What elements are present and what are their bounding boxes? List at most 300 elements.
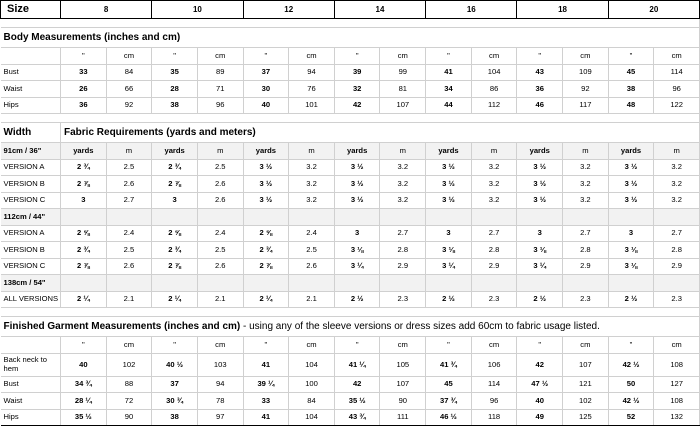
unit-header: ": [61, 48, 107, 65]
unit-header: m: [106, 143, 152, 160]
value-cell: 45: [426, 376, 472, 393]
value-cell: 2.6: [289, 258, 335, 275]
size-16: 16: [426, 1, 517, 19]
value-cell: 40 ½: [152, 353, 198, 376]
value-cell: 2 ½: [334, 291, 380, 308]
value-cell: 3.2: [380, 159, 426, 176]
value-cell: 2 ½: [608, 291, 654, 308]
value-cell: 92: [563, 81, 609, 98]
empty-cell: [243, 275, 289, 292]
empty-cell: [289, 209, 335, 226]
value-cell: 42: [334, 376, 380, 393]
empty-cell: [289, 275, 335, 292]
empty-cell: [654, 275, 700, 292]
value-cell: 41 ¾: [426, 353, 472, 376]
value-cell: 2.3: [563, 291, 609, 308]
value-cell: 2 ¼: [243, 291, 289, 308]
value-cell: 2 ¾: [243, 242, 289, 259]
row-label: Waist: [1, 393, 61, 410]
value-cell: 42 ½: [608, 353, 654, 376]
value-cell: 104: [289, 409, 335, 426]
value-cell: 2.7: [654, 225, 700, 242]
value-cell: 35 ½: [334, 393, 380, 410]
value-cell: 2.9: [654, 258, 700, 275]
value-cell: 66: [106, 81, 152, 98]
value-cell: 3 ½: [517, 159, 563, 176]
body-units-row: [1, 48, 700, 65]
value-cell: 2.9: [380, 258, 426, 275]
value-cell: 76: [289, 81, 335, 98]
spacer-row: [1, 308, 700, 317]
empty-cell: [471, 275, 517, 292]
empty-cell: [106, 209, 152, 226]
spacer-row: [1, 114, 700, 123]
value-cell: 102: [563, 393, 609, 410]
value-cell: 39 ¼: [243, 376, 289, 393]
unit-header: cm: [471, 337, 517, 354]
value-cell: 3 ½: [608, 192, 654, 209]
fabric-width-label: 112cm / 44": [1, 209, 61, 226]
unit-header: yards: [61, 143, 107, 160]
value-cell: 41: [243, 409, 289, 426]
unit-header: cm: [380, 337, 426, 354]
value-cell: 3: [61, 192, 107, 209]
value-cell: 111: [380, 409, 426, 426]
value-cell: 78: [197, 393, 243, 410]
size-header-row: [1, 1, 700, 19]
fabric-units-row: [1, 143, 700, 160]
value-cell: 121: [563, 376, 609, 393]
value-cell: 114: [471, 376, 517, 393]
value-cell: 2.4: [106, 225, 152, 242]
table-row: [1, 97, 700, 114]
table-row: [1, 64, 700, 81]
value-cell: 125: [563, 409, 609, 426]
value-cell: 40: [61, 353, 107, 376]
unit-header: ": [243, 337, 289, 354]
unit-header: cm: [654, 48, 700, 65]
value-cell: 45: [608, 64, 654, 81]
value-cell: 3.2: [654, 192, 700, 209]
value-cell: 3 ⅛: [608, 242, 654, 259]
value-cell: 2.5: [197, 159, 243, 176]
empty-cell: [152, 275, 198, 292]
row-label: Waist: [1, 81, 61, 98]
value-cell: 2.6: [197, 258, 243, 275]
value-cell: 41 ¼: [334, 353, 380, 376]
unit-header: ": [517, 337, 563, 354]
value-cell: 96: [654, 81, 700, 98]
size-20: 20: [608, 1, 699, 19]
value-cell: 118: [471, 409, 517, 426]
row-label: VERSION C: [1, 192, 61, 209]
table-row: [1, 192, 700, 209]
section-title: Fabric Requirements (yards and meters): [61, 123, 700, 143]
value-cell: 112: [471, 97, 517, 114]
table-row: [1, 81, 700, 98]
section-title: [1, 317, 700, 337]
value-cell: 2 ⅞: [243, 258, 289, 275]
empty-cell: [608, 275, 654, 292]
value-cell: 90: [380, 393, 426, 410]
value-cell: 48: [608, 97, 654, 114]
value-cell: 2 ⅝: [243, 225, 289, 242]
value-cell: 3 ½: [334, 176, 380, 193]
row-label: Hips: [1, 409, 61, 426]
value-cell: 107: [380, 376, 426, 393]
value-cell: 43: [517, 64, 563, 81]
value-cell: 2.6: [197, 192, 243, 209]
unit-header: yards: [334, 143, 380, 160]
section-title: Body Measurements (inches and cm): [1, 28, 700, 48]
value-cell: 3: [608, 225, 654, 242]
value-cell: 104: [471, 64, 517, 81]
fabric-width-label: 138cm / 54": [1, 275, 61, 292]
value-cell: 3 ½: [517, 176, 563, 193]
value-cell: 88: [106, 376, 152, 393]
unit-header: cm: [197, 48, 243, 65]
unit-header: m: [380, 143, 426, 160]
value-cell: 40: [517, 393, 563, 410]
fabric-requirements-heading: [1, 123, 700, 143]
value-cell: 3: [152, 192, 198, 209]
value-cell: 3 ⅛: [334, 242, 380, 259]
empty-cell: [106, 275, 152, 292]
size-label: Size: [1, 1, 61, 19]
value-cell: 2.6: [197, 176, 243, 193]
value-cell: 3 ½: [243, 176, 289, 193]
size-10: 10: [152, 1, 243, 19]
value-cell: 105: [380, 353, 426, 376]
finished-note: - using any of the sleeve versions or dress sizes add 60cm to fabric usage listed.: [240, 320, 600, 332]
value-cell: 32: [334, 81, 380, 98]
unit-header: yards: [152, 143, 198, 160]
value-cell: 86: [471, 81, 517, 98]
value-cell: 3 ⅛: [426, 242, 472, 259]
value-cell: 117: [563, 97, 609, 114]
value-cell: 103: [197, 353, 243, 376]
value-cell: 2.4: [197, 225, 243, 242]
value-cell: 44: [426, 97, 472, 114]
empty-cell: [563, 209, 609, 226]
unit-header: cm: [106, 337, 152, 354]
empty-cell: [517, 275, 563, 292]
value-cell: 3.2: [654, 176, 700, 193]
value-cell: 97: [197, 409, 243, 426]
empty-cell: [380, 275, 426, 292]
unit-header: m: [197, 143, 243, 160]
value-cell: 2.1: [106, 291, 152, 308]
value-cell: 2 ¼: [61, 291, 107, 308]
value-cell: 52: [608, 409, 654, 426]
value-cell: 3 ½: [243, 192, 289, 209]
value-cell: 49: [517, 409, 563, 426]
empty-cell: [334, 275, 380, 292]
value-cell: 3.2: [289, 192, 335, 209]
row-label: VERSION B: [1, 242, 61, 259]
value-cell: 2.3: [471, 291, 517, 308]
value-cell: 102: [106, 353, 152, 376]
value-cell: 3.2: [380, 176, 426, 193]
value-cell: 3 ½: [426, 159, 472, 176]
empty-cell: [243, 209, 289, 226]
unit-header: ": [608, 337, 654, 354]
value-cell: 81: [380, 81, 426, 98]
table-row: [1, 376, 700, 393]
value-cell: 2 ¾: [152, 159, 198, 176]
row-label: VERSION A: [1, 225, 61, 242]
finished-garment-heading: [1, 317, 700, 337]
unit-header: cm: [289, 48, 335, 65]
value-cell: 35: [152, 64, 198, 81]
value-cell: 2.1: [197, 291, 243, 308]
value-cell: 40: [243, 97, 289, 114]
value-cell: 96: [471, 393, 517, 410]
value-cell: 38: [152, 409, 198, 426]
value-cell: 3.2: [289, 176, 335, 193]
value-cell: 38: [608, 81, 654, 98]
value-cell: 2.8: [654, 242, 700, 259]
value-cell: 106: [471, 353, 517, 376]
value-cell: 36: [517, 81, 563, 98]
value-cell: 2.4: [289, 225, 335, 242]
value-cell: 3.2: [563, 176, 609, 193]
value-cell: 28: [152, 81, 198, 98]
value-cell: 2 ¾: [152, 242, 198, 259]
value-cell: 3 ½: [426, 192, 472, 209]
unit-header: cm: [654, 337, 700, 354]
value-cell: 2 ⅞: [152, 258, 198, 275]
unit-header: m: [654, 143, 700, 160]
width-label: Width: [1, 123, 61, 143]
row-label: VERSION C: [1, 258, 61, 275]
value-cell: 107: [380, 97, 426, 114]
empty-cell: [517, 209, 563, 226]
empty-cell: [426, 275, 472, 292]
value-cell: 30: [243, 81, 289, 98]
size-18: 18: [517, 1, 608, 19]
value-cell: 3 ¼: [334, 258, 380, 275]
value-cell: 3.2: [654, 159, 700, 176]
empty-cell: [61, 275, 107, 292]
value-cell: 3.2: [289, 159, 335, 176]
value-cell: 94: [289, 64, 335, 81]
unit-header: ": [426, 337, 472, 354]
value-cell: 37: [152, 376, 198, 393]
unit-header: cm: [106, 48, 152, 65]
empty-cell: [61, 209, 107, 226]
value-cell: 2.8: [563, 242, 609, 259]
value-cell: 2.1: [289, 291, 335, 308]
value-cell: 96: [197, 97, 243, 114]
value-cell: 104: [289, 353, 335, 376]
value-cell: 3.2: [563, 159, 609, 176]
unit-header: ": [61, 337, 107, 354]
value-cell: 114: [654, 64, 700, 81]
value-cell: 37 ¾: [426, 393, 472, 410]
value-cell: 3 ½: [243, 159, 289, 176]
unit-header: yards: [426, 143, 472, 160]
value-cell: 36: [61, 97, 107, 114]
unit-header: ": [334, 48, 380, 65]
value-cell: 46: [517, 97, 563, 114]
value-cell: 41: [243, 353, 289, 376]
value-cell: 2.9: [471, 258, 517, 275]
table-row: [1, 225, 700, 242]
fabric-width-label: 91cm / 36": [1, 143, 61, 160]
value-cell: 2 ½: [426, 291, 472, 308]
value-cell: 2.7: [380, 225, 426, 242]
unit-header: m: [289, 143, 335, 160]
value-cell: 2 ¼: [152, 291, 198, 308]
unit-header: ": [608, 48, 654, 65]
value-cell: 3: [426, 225, 472, 242]
value-cell: 3 ½: [334, 192, 380, 209]
value-cell: 28 ¼: [61, 393, 107, 410]
value-cell: 3.2: [380, 192, 426, 209]
value-cell: 90: [106, 409, 152, 426]
unit-header: ": [152, 337, 198, 354]
unit-header: cm: [471, 48, 517, 65]
value-cell: 99: [380, 64, 426, 81]
value-cell: 101: [289, 97, 335, 114]
value-cell: 46 ½: [426, 409, 472, 426]
unit-header: cm: [289, 337, 335, 354]
row-label: VERSION B: [1, 176, 61, 193]
value-cell: 2.5: [197, 242, 243, 259]
value-cell: 71: [197, 81, 243, 98]
value-cell: 39: [334, 64, 380, 81]
value-cell: 2.9: [563, 258, 609, 275]
value-cell: 43 ¾: [334, 409, 380, 426]
value-cell: 3 ⅛: [608, 258, 654, 275]
table-row: [1, 242, 700, 259]
value-cell: 2 ⅝: [152, 225, 198, 242]
body-measurements-heading: [1, 28, 700, 48]
value-cell: 3 ⅛: [517, 242, 563, 259]
value-cell: 2 ¾: [61, 159, 107, 176]
unit-header: m: [563, 143, 609, 160]
table-row: [1, 258, 700, 275]
value-cell: 33: [243, 393, 289, 410]
unit-header: cm: [197, 337, 243, 354]
value-cell: 72: [106, 393, 152, 410]
value-cell: 37: [243, 64, 289, 81]
empty-cell: [1, 48, 61, 65]
value-cell: 2.5: [106, 159, 152, 176]
unit-header: ": [334, 337, 380, 354]
value-cell: 2 ⅞: [61, 258, 107, 275]
value-cell: 2.8: [380, 242, 426, 259]
unit-header: yards: [243, 143, 289, 160]
value-cell: 2 ⅞: [152, 176, 198, 193]
value-cell: 3 ½: [426, 176, 472, 193]
unit-header: ": [426, 48, 472, 65]
empty-cell: [197, 209, 243, 226]
row-label: Hips: [1, 97, 61, 114]
value-cell: 100: [289, 376, 335, 393]
value-cell: 3 ¼: [517, 258, 563, 275]
value-cell: 2.7: [106, 192, 152, 209]
size-8: 8: [61, 1, 152, 19]
table-row: [1, 353, 700, 376]
value-cell: 132: [654, 409, 700, 426]
size-14: 14: [334, 1, 425, 19]
table-row: [1, 291, 700, 308]
value-cell: 84: [289, 393, 335, 410]
value-cell: 3: [517, 225, 563, 242]
row-label: Bust: [1, 376, 61, 393]
value-cell: 50: [608, 376, 654, 393]
unit-header: ": [243, 48, 289, 65]
row-label: Back neck to hem: [1, 353, 61, 376]
table-row: [1, 409, 700, 426]
value-cell: 2 ⅝: [61, 225, 107, 242]
value-cell: 108: [654, 393, 700, 410]
empty-cell: [608, 209, 654, 226]
table-row: [1, 393, 700, 410]
value-cell: 2.3: [380, 291, 426, 308]
value-cell: 42 ½: [608, 393, 654, 410]
size-12: 12: [243, 1, 334, 19]
finished-title: Finished Garment Measurements (inches and cm): [3, 320, 241, 332]
value-cell: 2 ⅞: [61, 176, 107, 193]
unit-header: cm: [563, 48, 609, 65]
value-cell: 89: [197, 64, 243, 81]
value-cell: 2 ½: [517, 291, 563, 308]
value-cell: 3.2: [471, 192, 517, 209]
value-cell: 3 ½: [608, 176, 654, 193]
value-cell: 26: [61, 81, 107, 98]
table-row: [1, 176, 700, 193]
width-138-row: [1, 275, 700, 292]
value-cell: 2.3: [654, 291, 700, 308]
empty-cell: [197, 275, 243, 292]
empty-cell: [334, 209, 380, 226]
unit-header: yards: [517, 143, 563, 160]
value-cell: 107: [563, 353, 609, 376]
empty-cell: [563, 275, 609, 292]
value-cell: 84: [106, 64, 152, 81]
value-cell: 42: [517, 353, 563, 376]
value-cell: 3.2: [471, 159, 517, 176]
value-cell: 38: [152, 97, 198, 114]
finished-units-row: [1, 337, 700, 354]
value-cell: 2.5: [289, 242, 335, 259]
value-cell: 42: [334, 97, 380, 114]
value-cell: 2 ¾: [61, 242, 107, 259]
empty-cell: [426, 209, 472, 226]
unit-header: ": [152, 48, 198, 65]
unit-header: yards: [608, 143, 654, 160]
value-cell: 92: [106, 97, 152, 114]
unit-header: ": [517, 48, 563, 65]
value-cell: 127: [654, 376, 700, 393]
empty-cell: [471, 209, 517, 226]
value-cell: 2.6: [106, 176, 152, 193]
empty-cell: [152, 209, 198, 226]
width-112-row: [1, 209, 700, 226]
value-cell: 35 ½: [61, 409, 107, 426]
value-cell: 3 ½: [517, 192, 563, 209]
value-cell: 3.2: [563, 192, 609, 209]
unit-header: cm: [380, 48, 426, 65]
value-cell: 47 ½: [517, 376, 563, 393]
unit-header: m: [471, 143, 517, 160]
value-cell: 109: [563, 64, 609, 81]
value-cell: 3 ½: [608, 159, 654, 176]
value-cell: 3: [334, 225, 380, 242]
